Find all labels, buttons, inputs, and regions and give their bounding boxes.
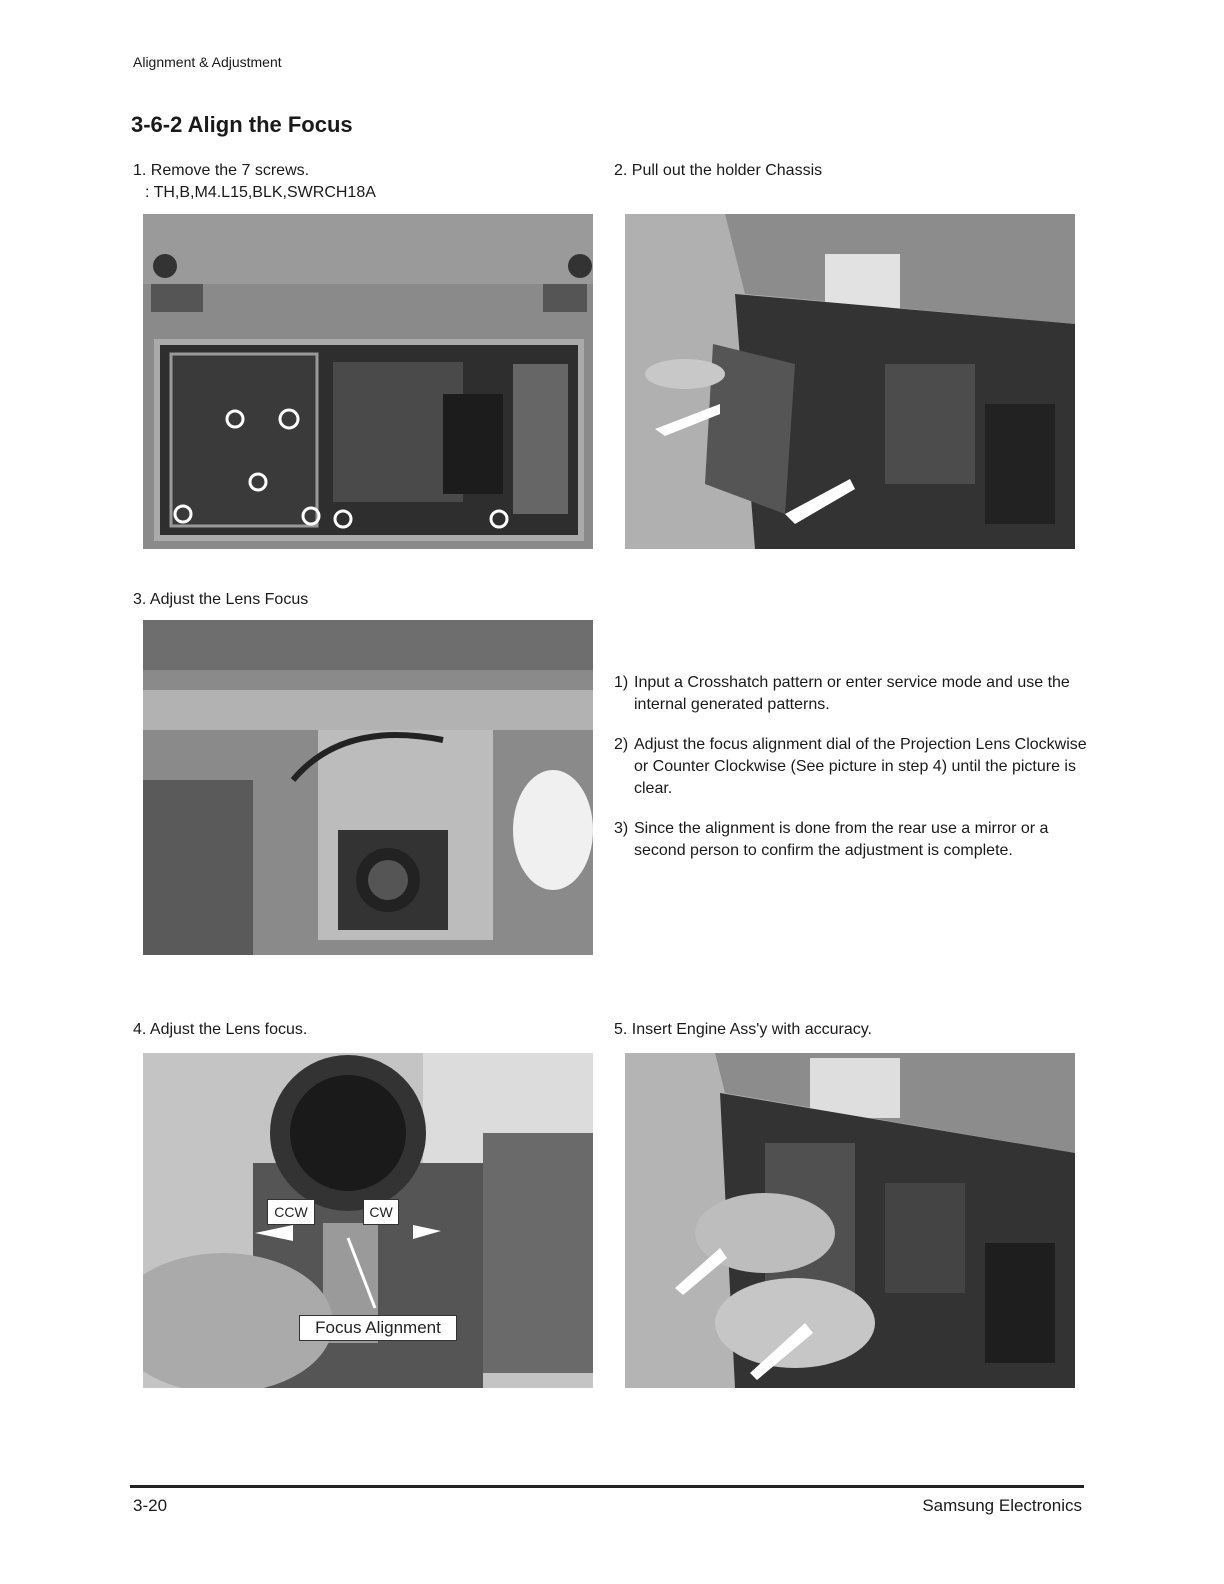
focus-alignment-label: Focus Alignment <box>299 1315 457 1341</box>
step-1-label: 1. Remove the 7 screws. <box>133 162 310 179</box>
photo-rear-panel-screws <box>143 214 593 549</box>
instruction-text: Since the alignment is done from the rear use a mirror or a second person to confirm the adjustment is complete. <box>634 820 1049 859</box>
instruction-number: 1) <box>614 674 629 691</box>
photo-pull-out-chassis <box>625 214 1075 549</box>
footer-rule <box>130 1485 1084 1488</box>
company-name: Samsung Electronics <box>922 1496 1082 1515</box>
page-number: 3-20 <box>133 1496 168 1515</box>
step-2-label: 2. Pull out the holder Chassis <box>614 162 823 179</box>
instruction-item <box>614 818 1094 862</box>
step-1-caption <box>133 160 376 204</box>
photo-focus-dial <box>143 1053 593 1388</box>
instruction-text: Adjust the focus alignment dial of the Projection Lens Clockwise or Counter Clockwise (See picture in step 4) until the picture is clear. <box>634 736 1087 797</box>
instructions-list <box>614 672 1094 880</box>
instruction-text: Input a Crosshatch pattern or enter service mode and use the internal generated patterns. <box>634 674 1070 713</box>
cw-label: CW <box>363 1199 399 1225</box>
ccw-label: CCW <box>267 1199 315 1225</box>
instruction-item <box>614 672 1094 716</box>
step-3-label: 3. Adjust the Lens Focus <box>133 591 309 608</box>
step-4-label: 4. Adjust the Lens focus. <box>133 1021 308 1038</box>
instruction-number: 2) <box>614 736 629 753</box>
photo-insert-engine <box>625 1053 1075 1388</box>
photo-lens-focus <box>143 620 593 955</box>
instruction-number: 3) <box>614 820 629 837</box>
step-5-label: 5. Insert Engine Ass'y with accuracy. <box>614 1021 872 1038</box>
instruction-item <box>614 734 1094 800</box>
section-title: 3-6-2 Align the Focus <box>131 112 353 137</box>
running-header: Alignment & Adjustment <box>133 54 282 70</box>
step-1-screw-spec: : TH,B,M4.L15,BLK,SWRCH18A <box>145 184 376 201</box>
